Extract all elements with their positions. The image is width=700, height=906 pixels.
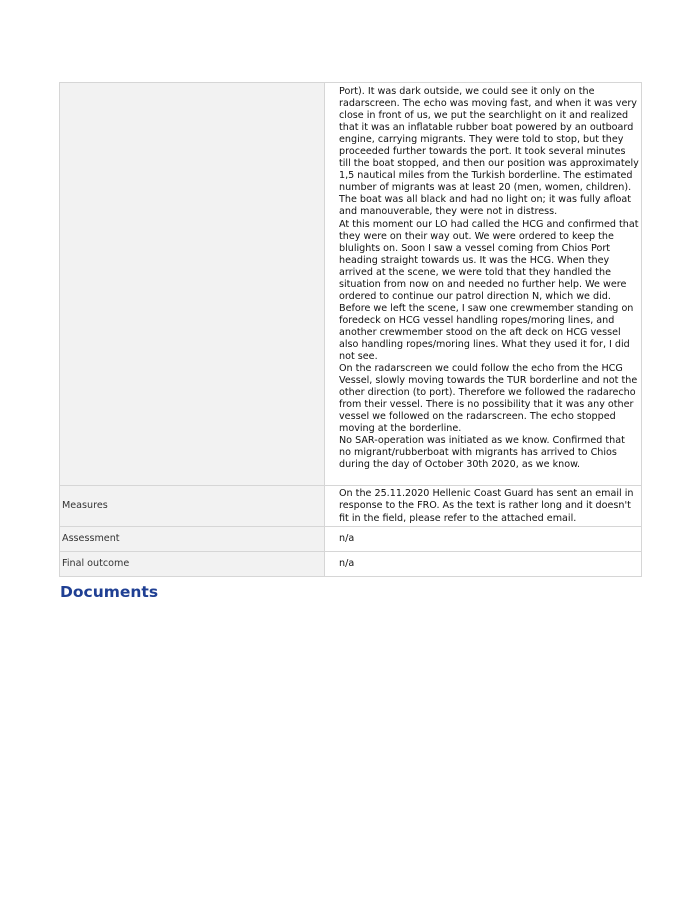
assessment-row	[60, 527, 642, 552]
assessment-label: Assessment	[60, 527, 325, 552]
final-outcome-label: Final outcome	[60, 552, 325, 577]
assessment-value: n/a	[325, 527, 642, 552]
narrative-paragraph: No SAR-operation was initiated as we know. Confirmed that no migrant/rubberboat with migrants has arrived to Chios during the day of October 30th 2020, as we know.	[339, 435, 625, 471]
report-details-table	[59, 82, 642, 577]
measures-row	[60, 486, 642, 527]
measures-value-cell	[325, 486, 642, 527]
narrative-paragraph: On the radarscreen we could follow the echo from the HCG Vessel, slowly moving towards the TUR borderline and not the other direction (to port). Therefore we followed the radarecho from their vessel. There is no possibility that it was any other vessel we followed on the radarscreen. The echo stopped moving at the borderline.	[339, 363, 638, 435]
measures-label: Measures	[60, 486, 325, 527]
narrative-label-cell	[60, 83, 325, 486]
narrative-value-cell	[325, 83, 642, 486]
narrative-paragraph: Port). It was dark outside, we could see it only on the radarscreen. The echo was moving fast, and when it was very close in front of us, we put the searchlight on it and realized that it was an inflatable rubber boat powered by an outboard engine, carrying migrants. They were told to stop, but they proceeded further towards the port. It took several minutes till the boat stopped, and then our position was approximately 1,5 nautical miles from the Turkish borderline. The estimated number of migrants was at least 20 (men, women, children). The boat was all black and had no light on; it was fully afloat and manouverable, they were not in distress.	[339, 86, 639, 218]
documents-heading: Documents	[60, 583, 159, 601]
narrative-row	[60, 83, 642, 486]
final-outcome-row	[60, 552, 642, 577]
narrative-text	[339, 83, 639, 472]
narrative-paragraph: At this moment our LO had called the HCG and confirmed that they were on their way out. We were ordered to keep the blulights on. Soon I saw a vessel coming from Chios Port heading straight towards us. It was the HCG. When they arrived at the scene, we were told that they handled the situation from now on and needed no further help. We were ordered to continue our patrol direction N, which we did. Before we left the scene, I saw one crewmember standing on foredeck on HCG vessel handling ropes/moring lines, and another crewmember stood on the aft deck on HCG vessel also handling ropes/moring lines. What they used it for, I did not see.	[339, 218, 639, 363]
final-outcome-value: n/a	[325, 552, 642, 577]
measures-value: On the 25.11.2020 Hellenic Coast Guard has sent an email in response to the FRO. As the text is rather long and it doesn't fit in the field, please refer to the attached email.	[339, 488, 634, 524]
